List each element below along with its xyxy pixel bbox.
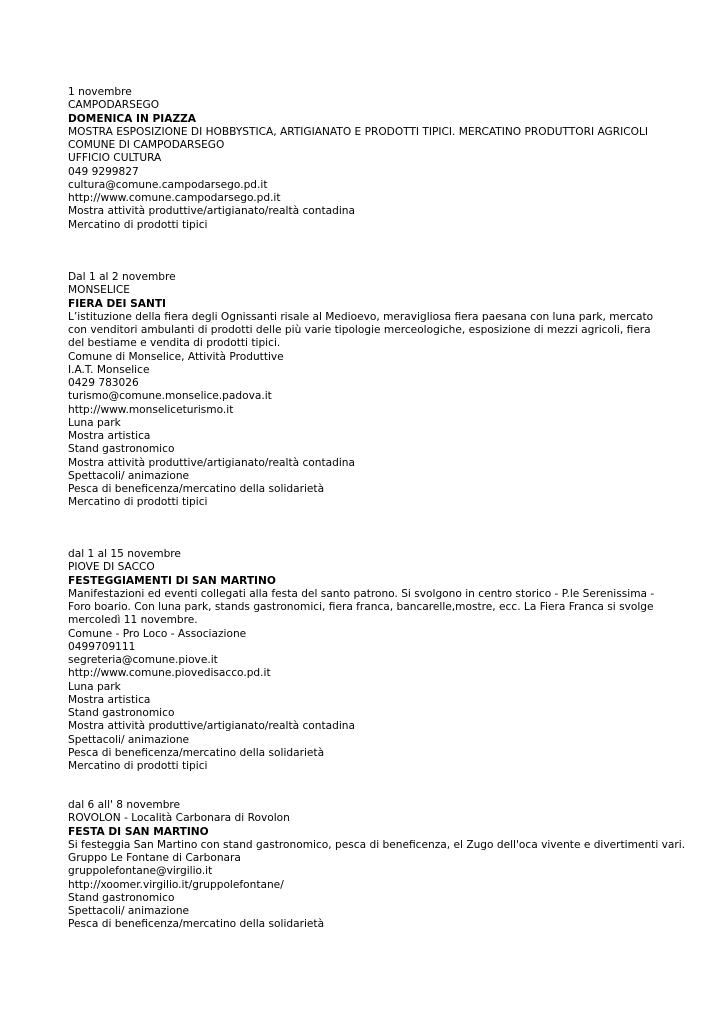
event-category: Mostra attività produttive/artigianato/realtà contadina (68, 456, 355, 469)
event-description: Manifestazioni ed eventi collegati alla festa del santo patrono. Si svolgono in centro storico - P.le Serenissima - Foro boario. Con luna park, stands gastronomici, fiera franca, bancarelle,mostre, ecc. La Fiera Franca si svolge mercoledì 11 novembre. (68, 587, 655, 627)
event-phone: 049 9299827 (68, 165, 139, 178)
event-entry (68, 271, 668, 510)
event-category: Spettacoli/ animazione (68, 905, 190, 917)
event-office: I.A.T. Monselice (68, 363, 150, 376)
event-organizer: Comune - Pro Loco - Associazione (68, 627, 247, 640)
event-category: Mostra attività produttive/artigianato/realtà contadina (68, 205, 355, 218)
event-description: L’istituzione della fiera degli Ognissanti risale al Medioevo, meravigliosa fiera paesana con luna park, mercato con venditori ambulanti di prodotti delle più varie tipologie merceologiche, esposizione di mezzi agricoli, fiera del bestiame e vendita di prodotti tipici. (68, 310, 654, 350)
event-location: CAMPODARSEGO (68, 99, 160, 112)
event-office: UFFICIO CULTURA (68, 152, 162, 165)
event-category: Mercatino di prodotti tipici (68, 496, 208, 509)
event-category: Stand gastronomico (68, 443, 175, 456)
event-organizer: COMUNE DI CAMPODARSEGO (68, 139, 225, 151)
event-category: Mostra attività produttive/artigianato/realtà contadina (68, 720, 355, 733)
event-location: PIOVE DI SACCO (68, 561, 155, 574)
event-date: dal 1 al 15 novembre (68, 548, 181, 560)
event-category: Mercatino di prodotti tipici (68, 218, 208, 231)
event-organizer: Gruppo Le Fontane di Carbonara (68, 852, 241, 864)
event-category: Mercatino di prodotti tipici (68, 760, 208, 772)
event-website: http://www.comune.campodarsego.pd.it (68, 192, 281, 204)
event-category: Pesca di beneficenza/mercatino della solidarietà (68, 483, 325, 495)
event-category: Luna park (68, 680, 121, 693)
event-email: gruppolefontane@virgilio.it (68, 865, 213, 878)
event-title: FESTEGGIAMENTI DI SAN MARTINO (68, 574, 276, 587)
event-title: DOMENICA IN PIAZZA (68, 112, 197, 125)
event-category: Spettacoli/ animazione (68, 469, 190, 482)
event-category: Luna park (68, 416, 121, 429)
event-date: dal 6 all' 8 novembre (68, 799, 181, 811)
event-date: Dal 1 al 2 novembre (68, 271, 176, 283)
event-category: Mostra artistica (68, 693, 151, 706)
event-title: FESTA DI SAN MARTINO (68, 825, 209, 838)
event-entry (68, 548, 668, 773)
event-description: MOSTRA ESPOSIZIONE DI HOBBYSTICA, ARTIGIANATO E PRODOTTI TIPICI. MERCATINO PRODUTTORI AGRICOLI (68, 125, 648, 138)
event-category: Pesca di beneficenza/mercatino della solidarietà (68, 918, 325, 931)
event-category: Mostra artistica (68, 430, 151, 442)
event-email: cultura@comune.campodarsego.pd.it (68, 178, 268, 191)
event-location: MONSELICE (68, 284, 130, 297)
event-website: http://www.comune.piovedisacco.pd.it (68, 667, 271, 680)
event-description: Si festeggia San Martino con stand gastronomico, pesca di beneficenza, el Zugo dell'oca vivente e divertimenti vari. (68, 838, 686, 851)
event-phone: 0499709111 (68, 640, 136, 653)
event-category: Stand gastronomico (68, 707, 175, 719)
event-phone: 0429 783026 (68, 377, 139, 389)
event-email: turismo@comune.monselice.padova.it (68, 390, 272, 403)
event-email: segreteria@comune.piove.it (68, 654, 218, 666)
event-date: 1 novembre (68, 86, 132, 98)
event-website: http://xoomer.virgilio.it/gruppolefontane/ (68, 878, 284, 891)
event-organizer: Comune di Monselice, Attività Produttive (68, 350, 284, 363)
event-entry (68, 799, 686, 932)
event-title: FIERA DEI SANTI (68, 297, 166, 310)
event-category: Spettacoli/ animazione (68, 733, 190, 746)
event-website: http://www.monseliceturismo.it (68, 403, 234, 416)
event-category: Pesca di beneficenza/mercatino della solidarietà (68, 746, 325, 759)
event-location: ROVOLON - Località Carbonara di Rovolon (68, 812, 290, 825)
event-entry (68, 86, 668, 232)
event-category: Stand gastronomico (68, 891, 175, 904)
